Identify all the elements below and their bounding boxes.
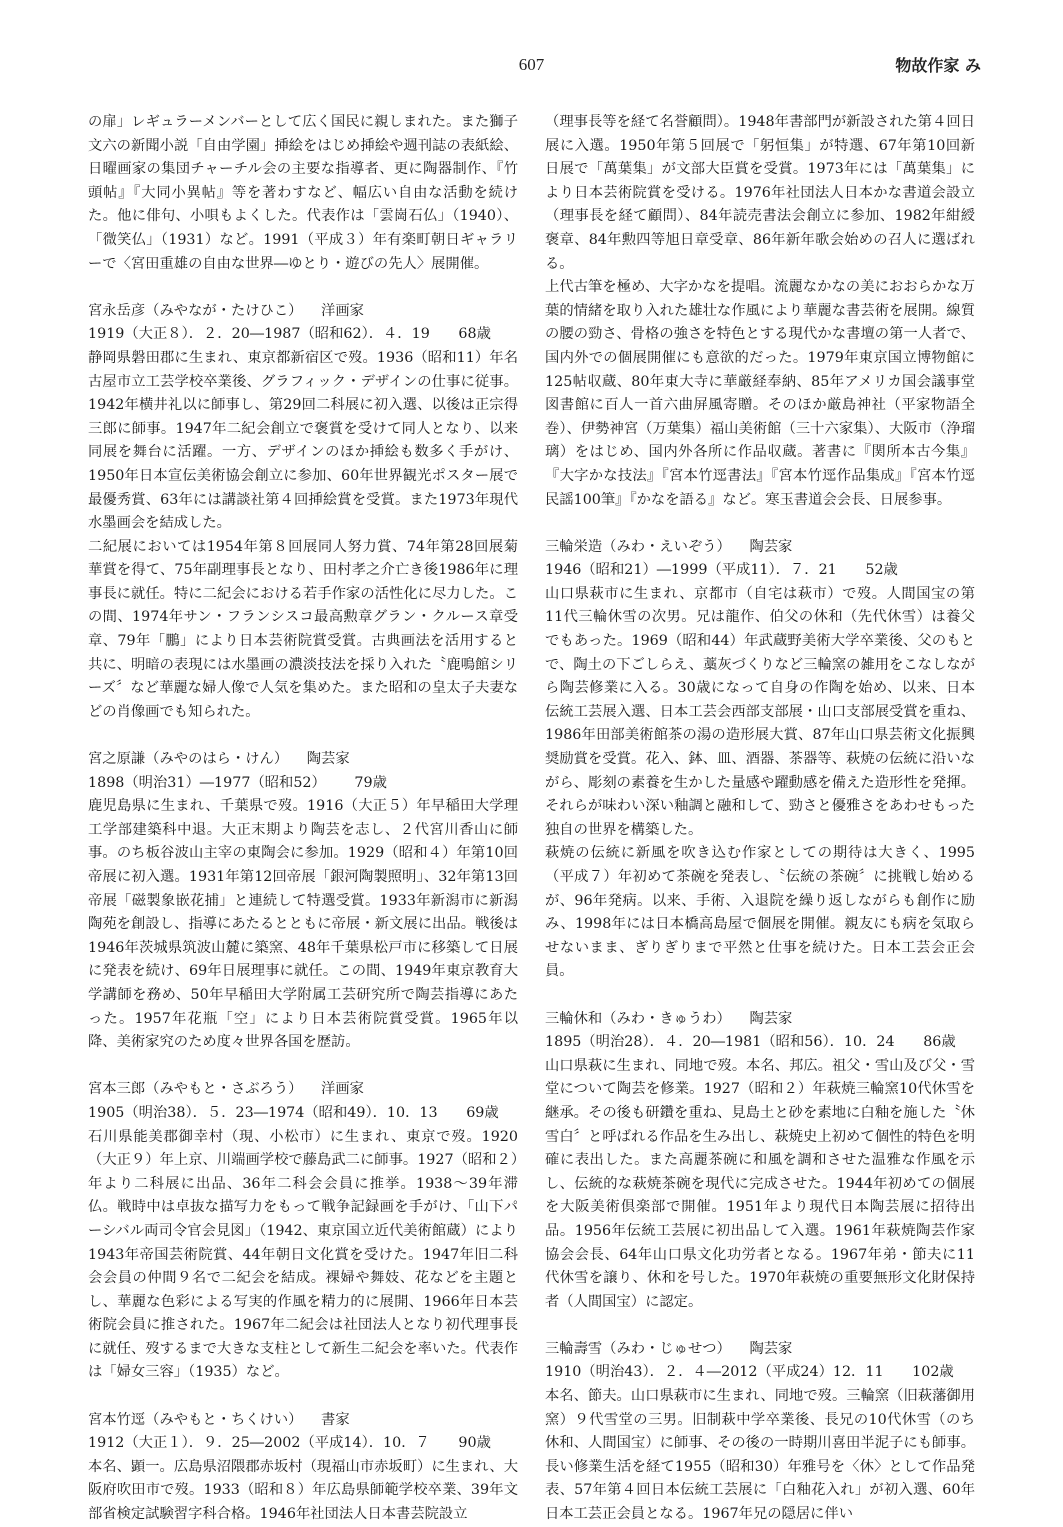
artist-name: 宮之原謙（みやのはら・けん） bbox=[88, 751, 289, 768]
biography-text: 静岡県磐田郡に生まれ、東京都新宿区で歿。1936（昭和11）年名古屋市立工芸学校卒業後、グラフィック・デザインの仕事に従事。1942年横井礼以に師事し、第29回二科展に初入選、以後は正宗得三郎に師事。1947年二紀会創立で褒賞を受けて同人となり、以来同展を舞台に活躍。一方、デザインのほか挿絵も数多く手がけ、1950年日本宣伝美術協会創立に参加、60年世界観光ポスター展で最優秀賞、63年には講談社第４回挿絵賞を受賞。また1973年現代水墨画会を結成した。 bbox=[88, 349, 518, 532]
entry-dates-line bbox=[545, 1361, 975, 1385]
biography-text: 山口県萩市に生まれ、京都市（自宅は萩市）で歿。人間国宝の第11代三輪休雪の次男。兄は龍作、伯父の休和（先代休雪）は養父でもあった。1969（昭和44）年武蔵野美術大学卒業後、父のもとで、陶土の下ごしらえ、藁灰づくりなど三輪窯の雑用をこなしながら陶芸修業に入る。30歳になって自身の作陶を始め、以来、日本伝統工芸展入選、日本工芸会西部支部展・山口支部展受賞を重ね、1986年田部美術館茶の湯の造形展大賞、87年山口県芸術文化振興奨励賞を受賞。花入、鉢、皿、酒器、茶器等、萩焼の伝統に沿いながら、彫刻の素養を生かした量感や躍動感を備えた造形性を発揮。それらが味わい深い釉調と融和して、勁さと優雅さをあわせもった独自の世界を構築した。 bbox=[545, 585, 975, 838]
biography-entry bbox=[545, 1338, 975, 1527]
continued-text: 上代古筆を極め、大字かなを提唱。流麗なかなの美におおらかな万葉的情緒を取り入れた雄壮な作風により華麗な書芸術を展開。線質の腰の勁さ、骨格の強さを特色とする現代かな書壇の第一人者で、国内外での個展開催にも意欲的だった。1979年東京国立博物館に125帖収蔵、80年東大寺に華厳経奉納、85年アメリカ国会議事堂図書館に百人一首六曲屏風寄贈。そのほか厳島神社（平家物語全巻）、伊勢神宮（万葉集）福山美術館（三十六家集）、大阪市（浄瑠璃）をはじめ、国内外各所に作品収蔵。著書に『関所本古今集』『大字かな技法』『宮本竹逕書法』『宮本竹逕作品集成』『宮本竹逕民謡100筆』『かなを語る』など。寒玉書道会会長、日展参事。 bbox=[545, 279, 975, 508]
artist-name: 宮永岳彦（みやなが・たけひこ） bbox=[88, 302, 303, 319]
artist-dates: 1895（明治28）．４．20―1981（昭和56）．10．24 bbox=[545, 1034, 895, 1051]
entry-name-line bbox=[88, 748, 518, 772]
artist-occupation: 陶芸家 bbox=[749, 1010, 793, 1027]
entry-dates-line bbox=[88, 1102, 518, 1126]
page-number: 607 bbox=[518, 55, 545, 74]
biography-text: 二紀展においては1954年第８回展同人努力賞、74年第28回展菊華賞を得て、75年副理事長となり、田村孝之介亡き後1986年に理事長に就任。特に二紀会における若手作家の活性化に尽力した。この間、1974年サン・フランシスコ最高勲章グラン・クルース章受章、79年「鵬」により日本芸術院賞受賞。古典画法を活用すると共に、明暗の表現には水墨画の濃淡技法を採り入れた〝鹿鳴館シリーズ〞など華麗な婦人像で人気を集めた。また昭和の皇太子夫妻などの肖像画でも知られた。 bbox=[88, 538, 518, 720]
artist-occupation: 洋画家 bbox=[321, 302, 364, 319]
artist-dates: 1905（明治38）．５．23―1974（昭和49）．10．13 bbox=[88, 1104, 438, 1121]
artist-dates: 1919（大正８）．２．20―1987（昭和62）．４．19 bbox=[88, 326, 430, 343]
artist-age: 86歳 bbox=[923, 1034, 956, 1051]
entry-name-line bbox=[545, 536, 975, 560]
artist-age: 68歳 bbox=[458, 326, 491, 343]
entry-dates-line bbox=[545, 559, 975, 583]
artist-age: 52歳 bbox=[865, 562, 898, 579]
entry-dates-line bbox=[88, 772, 518, 796]
right-column bbox=[545, 111, 975, 1527]
artist-dates: 1898（明治31）―1977（昭和52） bbox=[88, 774, 326, 791]
biography-text: 本名、節夫。山口県萩市に生まれ、同地で歿。三輪窯（旧萩藩御用窯）９代雪堂の三男。旧制萩中学卒業後、長兄の10代休雪（のち休和、人間国宝）に師事、その後の一時期川喜田半泥子にも師事。長い修業生活を経て1955（昭和30）年雅号を〈休〉として作品発表、57年第４回日本伝統工芸展に「白釉花入れ」が初入選、60年日本工芸正会員となる。1967年兄の隠居に伴い bbox=[545, 1388, 975, 1523]
artist-occupation: 陶芸家 bbox=[749, 1340, 793, 1357]
entry-dates-line bbox=[545, 1031, 975, 1055]
artist-dates: 1912（大正１）．９．25―2002（平成14）．10．７ bbox=[88, 1435, 430, 1452]
biography-entry bbox=[88, 300, 518, 725]
artist-age: 79歳 bbox=[354, 774, 387, 791]
artist-name: 宮本三郎（みやもと・さぶろう） bbox=[88, 1081, 303, 1098]
artist-occupation: 陶芸家 bbox=[306, 751, 350, 768]
artist-occupation: 書家 bbox=[321, 1411, 350, 1428]
biography-text: 山口県萩に生まれ、同地で歿。本名、邦広。祖父・雪山及び父・雪堂について陶芸を修業。1927（昭和２）年萩焼三輪窯10代休雪を継承。その後も研鑽を重ね、見島土と砂を素地に白釉を施した〝休雪白〞と呼ばれる作品を生み出し、萩焼史上初めて個性的特色を明確に表出した。また高麗茶碗に和風を調和させた温雅な作風を示し、伝統的な萩焼茶碗を現代に完成させた。1944年初めての個展を大阪美術倶楽部で開催。1951年より現代日本陶芸展に招待出品。1956年伝統工芸展に初出品して入選。1961年萩焼陶芸作家協会会長、64年山口県文化功労者となる。1967年弟・節夫に11代休雪を譲り、休和を号した。1970年萩焼の重要無形文化財保持者（人間国宝）に認定。 bbox=[545, 1057, 975, 1310]
artist-dates: 1910（明治43）．２．４―2012（平成24）12．11 bbox=[545, 1364, 884, 1381]
artist-occupation: 陶芸家 bbox=[749, 538, 793, 555]
biography-text: 石川県能美郡御幸村（現、小松市）に生まれ、東京で歿。1920（大正９）年上京、川端画学校で藤島武二に師事。1927（昭和２）年より二科展に出品、36年二科会会員に推挙。1938～39年滞仏。戦時中は卓抜な描写力をもって戦争記録画を手がけ、「山下パーシバル両司令官会見図」（1942、東京国立近代美術館蔵）により1943年帝国芸術院賞、44年朝日文化賞を受けた。1947年旧二科会会員の仲間９名で二紀会を結成。裸婦や舞妓、花などを主題とし、華麗な色彩による写実的作風を精力的に展開、1966年日本芸術院会員に推された。1967年二紀会は社団法人となり初代理事長に就任、歿するまで大きな支柱として新生二紀会を率いた。代表作は「婦女三容」（1935）など。 bbox=[88, 1128, 518, 1381]
left-column bbox=[88, 111, 518, 1527]
artist-name: 三輪栄造（みわ・えいぞう） bbox=[545, 538, 731, 555]
biography-text: 鹿児島県に生まれ、千葉県で歿。1916（大正５）年早稲田大学理工学部建築科中退。大正末期より陶芸を志し、２代宮川香山に師事。のち板谷波山主宰の東陶会に参加。1929（昭和４）年第10回帝展に初入選。1931年第12回帝展「銀河陶製照明」、32年第13回帝展「磁製象嵌花捕」と連続して特選受賞。1933年新潟市に新潟陶苑を創設し、指導にあたるとともに帝展・新文展に出品。戦後は1946年茨城県筑波山麓に築窯、48年千葉県松戸市に移築して日展に発表を続け、69年日展理事に就任。この間、1949年東京教育大学講師を務め、50年早稲田大学附属工芸研究所で陶芸指導にあたった。1957年花瓶「空」により日本芸術院賞受賞。1965年以降、美術家究のため度々世界各国を歴訪。 bbox=[88, 798, 518, 1051]
continued-text: （理事長等を経て名誉顧問）。1948年書部門が新設された第４回日展に入選。1950年第５回展で「躬恒集」が特選、67年第10回新日展で「萬葉集」が文部大臣賞を受賞。1973年には「萬葉集」により日本芸術院賞を受ける。1976年社団法人日本かな書道会設立（理事長を経て顧問）、84年読売書法会創立に参加、1982年紺綬褒章、84年勲四等旭日章受章、86年新年歌会始めの召人に選ばれる。 bbox=[545, 114, 975, 272]
artist-name: 宮本竹逕（みやもと・ちくけい） bbox=[88, 1411, 303, 1428]
artist-name: 三輪壽雪（みわ・じゅせつ） bbox=[545, 1340, 731, 1357]
entry-name-line bbox=[545, 1008, 975, 1032]
continued-text: の扉」レギュラーメンバーとして広く国民に親しまれた。また獅子文六の新聞小説「自由学園」挿絵をはじめ挿絵や週刊誌の表紙絵、日曜画家の集団チャーチル会の主要な指導者、更に陶器制作、『竹頭帖』『大同小異帖』等を著わすなど、幅広い自由な活動を続けた。他に俳句、小唄もよくした。代表作は「雲崗石仏」（1940）、「微笑仏」（1931）など。1991（平成３）年有楽町朝日ギャラリーで〈宮田重雄の自由な世界―ゆとり・遊びの先人〉展開催。 bbox=[88, 114, 518, 272]
biography-text: 萩焼の伝統に新風を吹き込む作家としての期待は大きく、1995（平成７）年初めて茶碗を発表し、〝伝統の茶碗〞に挑戦し始めるが、96年発病。以来、手術、入退院を繰り返しながらも創作に励み、1998年には日本橋高島屋で個展を開催。親友にも病を気取らせないまま、ぎりぎりまで平然と仕事を続けた。日本工芸会正会員。 bbox=[545, 845, 975, 980]
artist-dates: 1946（昭和21）―1999（平成11）．７．21 bbox=[545, 562, 837, 579]
biography-text: 本名、顕一。広島県沼隈郡赤坂村（現福山市赤坂町）に生まれ、大阪府吹田市で歿。1933（昭和８）年広島県師範学校卒業、39年文部省検定試験習字科合格。1946年社団法人日本書芸院設立 bbox=[88, 1458, 518, 1523]
entry-name-line bbox=[88, 1409, 518, 1433]
biography-entry bbox=[88, 1078, 518, 1385]
artist-age: 102歳 bbox=[912, 1364, 954, 1381]
artist-age: 69歳 bbox=[466, 1104, 499, 1121]
artist-occupation: 洋画家 bbox=[321, 1081, 364, 1098]
entry-dates-line bbox=[88, 1432, 518, 1456]
entry-name-line bbox=[88, 300, 518, 324]
biography-entry bbox=[545, 536, 975, 984]
biography-entry bbox=[88, 1409, 518, 1527]
artist-name: 三輪休和（みわ・きゅうわ） bbox=[545, 1010, 731, 1027]
entry-name-line bbox=[545, 1338, 975, 1362]
biography-entry bbox=[88, 748, 518, 1055]
section-label: 物故作家 み bbox=[895, 56, 981, 75]
artist-age: 90歳 bbox=[458, 1435, 491, 1452]
entry-name-line bbox=[88, 1078, 518, 1102]
biography-entry bbox=[545, 1008, 975, 1315]
entry-dates-line bbox=[88, 323, 518, 347]
